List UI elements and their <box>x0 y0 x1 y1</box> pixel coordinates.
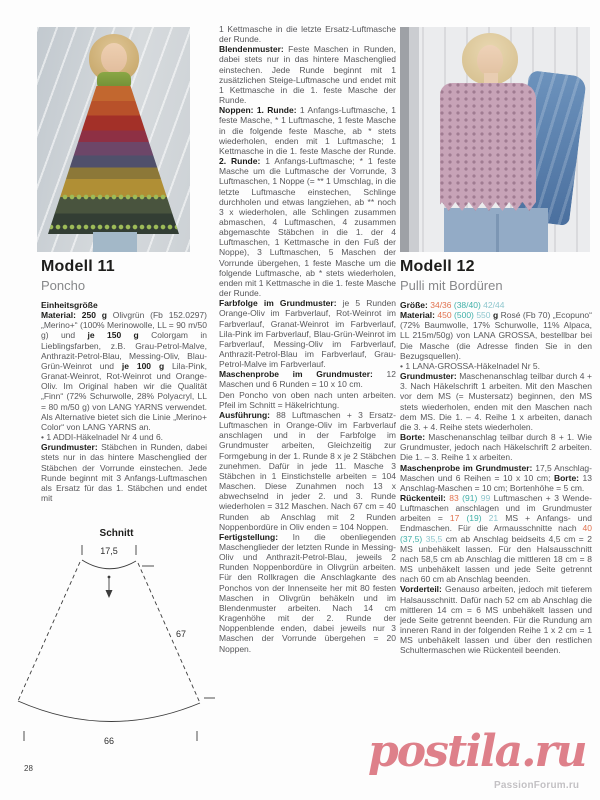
crochet-direction-arrow <box>106 590 113 598</box>
paragraph: Borte: Maschenanschlag teilbar durch 8 + 1. Wie Grundmuster, jedoch nach Häkelschrift 2 arbeiten. Die 1. – 3. Reihe 1 x arbeiten. <box>400 432 592 463</box>
poncho-fringe-row <box>48 194 179 200</box>
paragraph: Maschenprobe im Grundmuster: 12 Maschen und 6 Runden = 10 x 10 cm. <box>219 369 396 390</box>
paragraph: Rückenteil: 83 (91) 99 Luftmaschen + 3 Wende-Luftmaschen anschlagen und im Grundmuster arbeiten = 17 (19) 21 MS + Anfangs- und Endmaschen. Für die Armausschnitte nach 40 (37,5) 35,5 cm ab Anschlag beidseits 4,5 cm = 2 MS unbehäkelt lassen. Für den Halsausschnitt nach 58,5 cm ab Anschlag die mittleren 18 cm = 8 MS unbehäkelt lassen und jede Seite getrennt nach 60 cm ab Anschlag beenden. <box>400 492 593 585</box>
model11-instructions-column2 <box>219 24 396 654</box>
model-jeans <box>93 232 137 252</box>
neck-width-measure: 17,5 <box>100 546 118 556</box>
paragraph: Farbfolge im Grundmuster: je 5 Runden Orange-Oliv im Farbverlauf, Rot-Weinrot im Farbverlauf, Granat-Weinrot im Farbverlauf, Lila-Pink im Farbverlauf, Blau-Grün-Weinrot im Farbverlauf, Messing-Oliv im Farbverlauf, Anthrazit-Petrol-Blau im Farbverlauf, Grau-Petrol-Malve im Farbverlauf. <box>219 298 396 370</box>
model11-instructions-column1 <box>41 300 207 503</box>
paragraph: • 1 LANA-GROSSA-Häkelnadel Nr 5. <box>400 360 540 371</box>
model-jeans <box>444 208 548 252</box>
schnitt-label: Schnitt <box>99 528 134 539</box>
photo-model12-pulli <box>400 27 590 252</box>
paragraph: Ausführung: 88 Luftmaschen + 3 Ersatz-Luftmaschen in Orange-Oliv im Farbverlauf anschlagen und in der Farbfolge im Grundmuster arbeiten, Gleichzeitig zur Formgebung in der 1. Runde 8 x je 2 Stäbchen zunehmen. Dafür in jede 11. Masche 3 Stäbchen in 1 Einstichstelle arbeiten = 104 Maschen. Diese Zunahmen noch 13 x abwechselnd in jeder 2. und 3. Runde wiederholen = 312 Maschen. Nach 67 cm = 40 Runden ab Anschlag mit 2 Runden Noppenbordüre in Oliv enden = 104 Noppen. <box>219 409 396 532</box>
model-face <box>101 43 127 73</box>
poncho-pattern-drawing <box>14 541 219 769</box>
paragraph: Einheitsgröße <box>41 300 98 310</box>
hem-width-measure: 66 <box>103 736 115 746</box>
paragraph: Maschenprobe im Grundmuster: 17,5 Anschlag-Maschen und 6 Reihen = 10 x 10 cm; Borte: 13 Anschlag-Maschen = 10 cm; Bortenhöhe = 5 cm. <box>400 462 592 493</box>
paragraph: Material: 450 (500) 550 g Rosé (Fb 70) „Ecopuno“ (72% Baumwolle, 17% Schurwolle, 11% Alpaca, LL 215m/50g) von LANA GROSSA, bestellbar bei Die Masche (die Adresse finden Sie in den Bezugsquellen). <box>400 310 592 361</box>
paragraph: Fertigstellung: In die obenliegenden Maschenglieder der letzten Runde in Messing-Oliv und Anthrazit-Petrol-Blau, jeweils 2 Runden Noppenbordüre in Olivgrün arbeiten. Für den Rollkragen die Anschlagkante des Ponchos von der Innenseite her mit 80 festen Maschen in Olivgrün behäkeln und im Blendenmuster arbeiten. Nach 14 cm Kragenhöhe mit der 2. Runde der Noppenblende enden, dabei jeweils nur 3 Maschen der Vorrunde übergehen = 20 Noppen. <box>219 531 396 654</box>
paragraph: Den Poncho von oben nach unten arbeiten. Pfeil im Schnitt = Häkelrichtung. <box>219 389 396 410</box>
model11-subtitle: Poncho <box>41 278 86 293</box>
page-number: 28 <box>24 764 33 773</box>
passionforum-watermark: PassionForum.ru <box>494 780 580 791</box>
lace-sweater <box>440 83 536 211</box>
paragraph: Größe: 34/36 (38/40) 42/44 <box>400 300 505 310</box>
photo-model11-poncho <box>37 27 190 252</box>
paragraph: Material: 250 g Olivgrün (Fb 152.0297) „Merino+“ (100% Merinowolle, LL = 90 m/50 g) und je 150 g Colorgam in Lieblingsfarben, z.B. Grau-Petrol-Malve, Anthrazit-Petrol-Blau, Messing-Oliv, Blau-Grün-Weinrot und je 100 g Lila-Pink, Granat-Weinrot, Rot-Weinrot und Orange-Oliv. Im Original haben wir die Qualität „Finn“ (72% Schurwolle, 28% Polyacryl, LL = 80 m/50 g) von LANG YARNS verwendet. Als Alternative bietet sich die Linie „Merino+ Color“ von LANG YARNS an. <box>41 310 208 432</box>
paragraph: Grundmuster: Maschenanschlag teilbar durch 4 + 3. Nach Häkelschrift 1 arbeiten. Mit den Maschen vor dem MS (= Mustersatz) beginnen, den MS stets wiederholen, enden mit den Maschen nach dem MS. Die 1. – 4. Reihe 1 x arbeiten, danach die 3. + 4. Reihe stets wiederholen. <box>400 371 592 432</box>
side-length-measure: 67 <box>176 629 187 639</box>
model12-subtitle: Pulli mit Bordüren <box>400 278 503 293</box>
model11-title: Modell 11 <box>41 258 115 275</box>
model12-header <box>400 258 503 293</box>
background-pillar <box>400 27 409 252</box>
model-face <box>477 45 503 76</box>
model12-title: Modell 12 <box>400 258 475 275</box>
model12-instructions-column <box>400 300 592 655</box>
model11-header <box>41 258 115 293</box>
postila-watermark: postila.ru <box>368 726 586 777</box>
background-pillar <box>409 27 419 252</box>
paragraph: • 1 ADDI-Häkelnadel Nr 4 und 6. <box>41 432 164 443</box>
paragraph: Noppen: 1. Runde: 1 Anfangs-Luftmasche, 1 feste Masche, * 1 Luftmasche, 1 feste Masche in die folgende feste Masche, ab * stets wiederholen, enden mit 1 Luftmasche; 1 Kettmasche in die 1. feste Masche der Runde. 2. Runde: 1 Anfangs-Luftmasche; * 1 feste Masche um die Luftmasche der Vorrunde, 3 Luftmaschen, 1 Noppe (= ** 1 Umschlag, in die letzte Luftmasche einstechen, Schlinge durchholen und etwas langziehen, ab ** noch 3 x wiederholen, alle Schlingen zusammen abmaschen, 4 Luftmaschen, 4 zusammen abgemaschte Stäbchen in die 1. der 4 Luftmaschen, 1 Kettmasche in den Fuß der Noppe), 3 Luftmaschen, 5 Maschen der Vorrunde übergehen, 1 feste Masche um die folgende Luftmasche, ab * stets wiederholen, enden mit 1 Kettmasche in die 1. feste Masche der Runde. <box>219 105 396 299</box>
paragraph: 1 Kettmasche in die letzte Ersatz-Luftmasche der Runde. <box>219 24 396 45</box>
paragraph: Blendenmuster: Feste Maschen in Runden, dabei stets nur in das hintere Maschenglied einstechen. Jede Runde beginnt mit 1 zusätzlichen Steige-Luftmasche und endet mit 1 Kettmasche in die 1. feste Masche der Runde. <box>219 44 396 106</box>
paragraph: Vorderteil: Genauso arbeiten, jedoch mit tieferem Halsausschnitt. Dafür nach 52 cm ab Anschlag die mittleren 14 cm = 6 MS unbehäkelt lassen und jede Seite getrennt beenden. Für die Rundung am inneren Rand in der folgenden Reihe 1 x 2 cm = 1 MS unbehäkelt lassen und über den restlichen Schultermaschen wie Rückenteil beenden. <box>400 584 592 656</box>
paragraph: Grundmuster: Stäbchen in Runden, dabei stets nur in das hintere Maschenglied der Stäbchen der Vorrunde einstechen. Jede Runde beginnt mit 3 Anfangs-Luftmaschen als Ersatz für das 1. Stäbchen und endet mit <box>41 442 207 503</box>
poncho-fringe-row <box>48 224 179 230</box>
schnitt-diagram <box>14 528 219 773</box>
